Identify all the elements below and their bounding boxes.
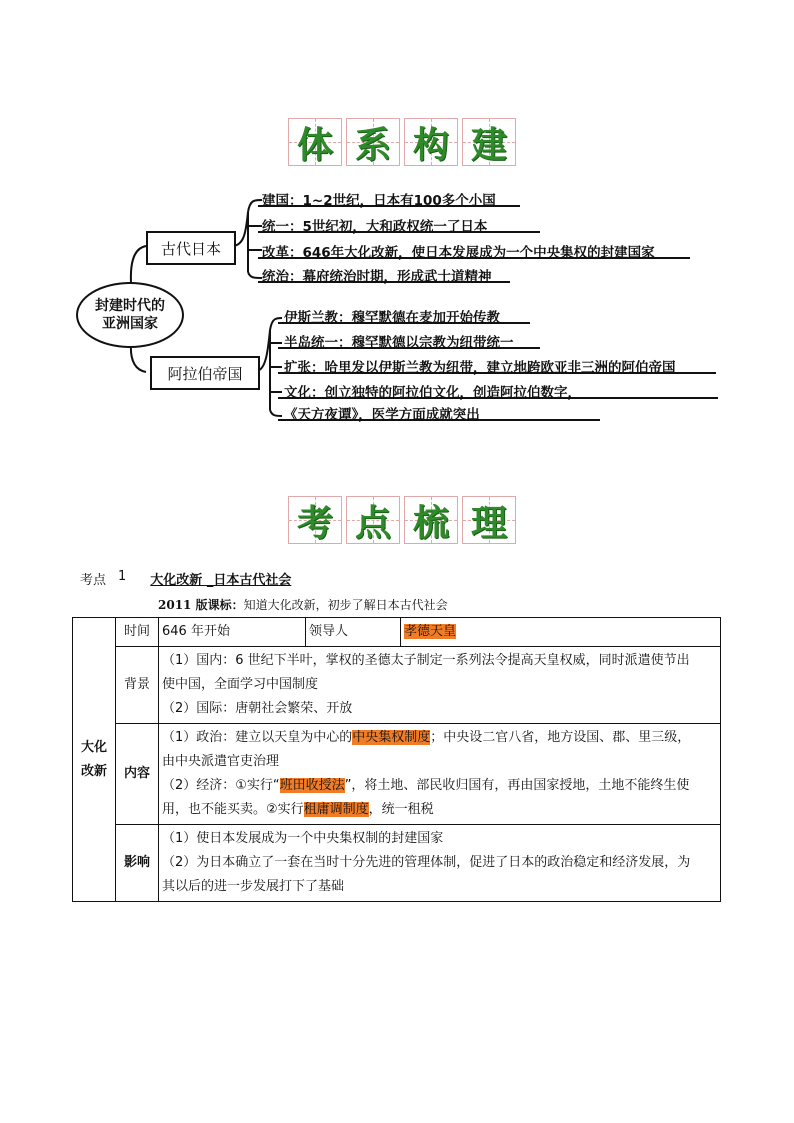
- mindmap-item: 统治：幕府统治时期，形成武士道精神: [262, 269, 492, 285]
- mindmap-item: 文化：创立独特的阿拉伯文化，创造阿拉伯数字，: [284, 385, 581, 401]
- curriculum-standard: 2011 版课标：知道大化改新，初步了解日本古代社会: [158, 598, 448, 612]
- mindmap-item: 改革：646年大化改新，使日本发展成为一个中央集权的封建国家: [262, 245, 655, 261]
- title-banner-review: [288, 496, 516, 544]
- banner-char-box: 系: [346, 118, 400, 166]
- table-row: [73, 825, 721, 902]
- leader-value: 孝德天皇: [401, 618, 721, 647]
- impact-label: 影响: [116, 825, 159, 902]
- mindmap-node-ancient-japan: 古代日本: [146, 231, 236, 265]
- leader-label: 领导人: [306, 618, 401, 647]
- mindmap-item: 半岛统一：穆罕默德以宗教为纽带统一: [284, 335, 514, 351]
- time-value: 646 年开始: [159, 618, 306, 647]
- banner-char-box: 建: [462, 118, 516, 166]
- banner-char-box: 考: [288, 496, 342, 544]
- table-row: [73, 618, 721, 647]
- banner-char-box: 体: [288, 118, 342, 166]
- kaodian-heading: 考点 1 大化改新 _日本古代社会: [80, 569, 292, 588]
- banner-char-box: 理: [462, 496, 516, 544]
- banner-char-box: 梳: [404, 496, 458, 544]
- banner-char-box: 构: [404, 118, 458, 166]
- background-cell: （1）国内：6 世纪下半叶，掌权的圣德太子制定一系列法令提高天皇权威，同时派遣使节出 使中国，全面学习中国制度 （2）国际：唐朝社会繁荣、开放: [159, 647, 721, 724]
- mindmap-item: 建国：1~2世纪，日本有100多个小国: [262, 193, 496, 209]
- mindmap-node-arab-empire: 阿拉伯帝国: [150, 356, 260, 390]
- mindmap-item: 伊斯兰教：穆罕默德在麦加开始传教: [284, 310, 500, 326]
- mindmap-item: 统一：5世纪初，大和政权统一了日本: [262, 219, 488, 235]
- summary-table: [72, 617, 721, 902]
- background-label: 背景: [116, 647, 159, 724]
- impact-cell: （1）使日本发展成为一个中央集权制的封建国家 （2）为日本确立了一套在当时十分先进的管理体制，促进了日本的政治稳定和经济发展，为 其以后的进一步发展打下了基础: [159, 825, 721, 902]
- content-cell: （1）政治：建立以天皇为中心的中央集权制度；中央设二官八省，地方设国、郡、里三级， 由中央派遣官吏治理 （2）经济：①实行“班田收授法”，将土地、部民收归国有，再由国家授地，土地不能终生使 用，也不能买卖。②实行租庸调制度，统一租税: [159, 724, 721, 825]
- mindmap-root: 封建时代的 亚洲国家: [76, 282, 184, 348]
- content-label: 内容: [116, 724, 159, 825]
- mindmap-item: 《天方夜谭》，医学方面成就突出: [284, 407, 480, 423]
- banner-char-box: 点: [346, 496, 400, 544]
- table-row: [73, 647, 721, 724]
- section-label: 大化 改新: [73, 618, 116, 902]
- table-row: [73, 724, 721, 825]
- mindmap-item: 扩张：哈里发以伊斯兰教为纽带，建立地跨欧亚非三洲的阿伯帝国: [284, 360, 676, 376]
- time-label: 时间: [116, 618, 159, 647]
